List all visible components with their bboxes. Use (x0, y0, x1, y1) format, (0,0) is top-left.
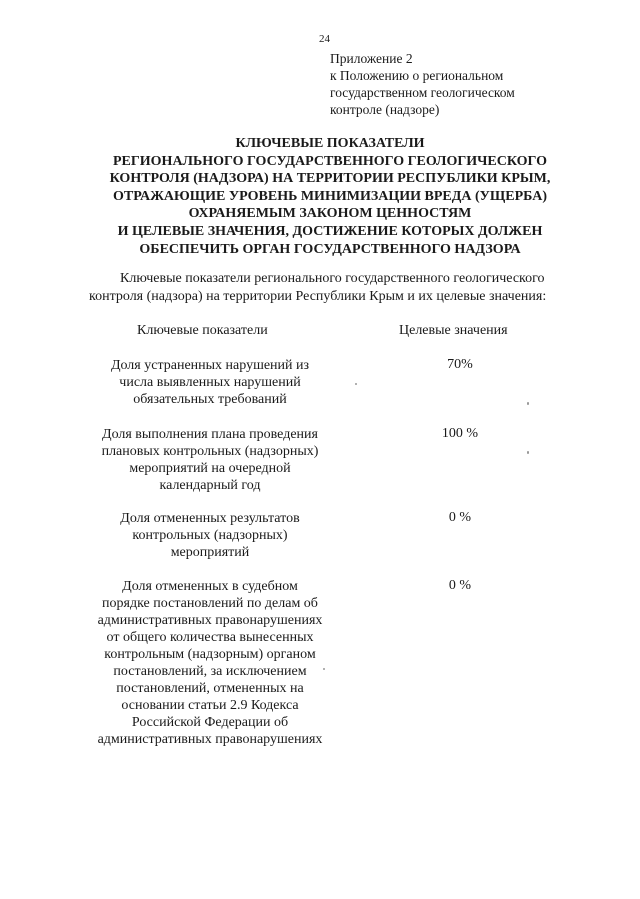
label-line: Доля отмененных результатов (120, 511, 300, 526)
title-line: КОНТРОЛЯ (НАДЗОРА) НА ТЕРРИТОРИИ РЕСПУБЛИКИ КРЫМ, (109, 171, 551, 187)
appendix-line: Приложение 2 (330, 51, 413, 66)
label-line: Доля отмененных в судебном (122, 579, 298, 594)
appendix-line: контроле (надзоре) (330, 102, 440, 117)
target-value: 0 % (448, 510, 472, 525)
label-line: административных правонарушениях (97, 613, 323, 628)
label-line: контрольным (надзорным) органом (104, 647, 316, 662)
label-line: Доля устраненных нарушений из (110, 358, 310, 373)
title-line: ОТРАЖАЮЩИЕ УРОВЕНЬ МИНИМИЗАЦИИ ВРЕДА (УЩЕРБА) (112, 188, 548, 204)
intro-line: контроля (надзора) на территории Республики Крым и их целевые значения: (89, 289, 547, 304)
header-indicator: Ключевые показатели (137, 323, 268, 338)
title-line: РЕГИОНАЛЬНОГО ГОСУДАРСТВЕННОГО ГЕОЛОГИЧЕСКОГО (112, 153, 548, 169)
indicator-label (80, 578, 340, 748)
label-line: Доля выполнения плана проведения (102, 427, 318, 442)
intro-line: Ключевые показатели регионального государственного геологического (120, 271, 545, 286)
title-line: КЛЮЧЕВЫЕ ПОКАЗАТЕЛИ (235, 136, 425, 151)
indicator-label (80, 510, 340, 561)
title-line: ОХРАНЯЕМЫМ ЗАКОНОМ ЦЕННОСТЯМ (188, 206, 472, 222)
label-line: плановых контрольных (надзорных) (101, 444, 319, 459)
document-title (60, 135, 600, 258)
appendix-line: государственном геологическом (330, 85, 515, 100)
page-number: 24 (319, 33, 330, 45)
target-value: 70% (447, 357, 473, 372)
label-line: обязательных требований (133, 392, 287, 407)
indicator-label (80, 426, 340, 494)
label-line: мероприятий на очередной (129, 461, 291, 476)
label-line: постановлений, за исключением (113, 664, 307, 679)
label-line: мероприятий (170, 545, 250, 560)
scan-speck (323, 668, 325, 670)
label-line: числа выявленных нарушений (119, 375, 301, 390)
label-line: постановлений, отмененных на (116, 681, 304, 696)
label-line: Российской Федерации об (131, 715, 289, 730)
indicator-label (80, 357, 340, 408)
header-value: Целевые значения (399, 323, 508, 338)
scan-speck (355, 383, 357, 385)
title-line: ОБЕСПЕЧИТЬ ОРГАН ГОСУДАРСТВЕННОГО НАДЗОРА (139, 241, 521, 257)
appendix-line: к Положению о региональном (330, 68, 504, 83)
label-line: административных правонарушениях (97, 732, 323, 747)
label-line: контрольных (надзорных) (132, 528, 288, 543)
appendix-note (330, 50, 515, 118)
title-line: И ЦЕЛЕВЫЕ ЗНАЧЕНИЯ, ДОСТИЖЕНИЕ КОТОРЫХ ДОЛЖЕН (117, 223, 543, 239)
target-value: 100 % (441, 426, 479, 441)
label-line: календарный год (159, 478, 261, 493)
label-line: от общего количества вынесенных (106, 630, 314, 645)
scan-speck (527, 402, 529, 405)
label-line: порядке постановлений по делам об (102, 596, 318, 611)
label-line: основании статьи 2.9 Кодекса (121, 698, 299, 713)
target-value: 0 % (448, 578, 472, 593)
intro-paragraph (89, 270, 599, 306)
scan-speck (527, 451, 529, 454)
